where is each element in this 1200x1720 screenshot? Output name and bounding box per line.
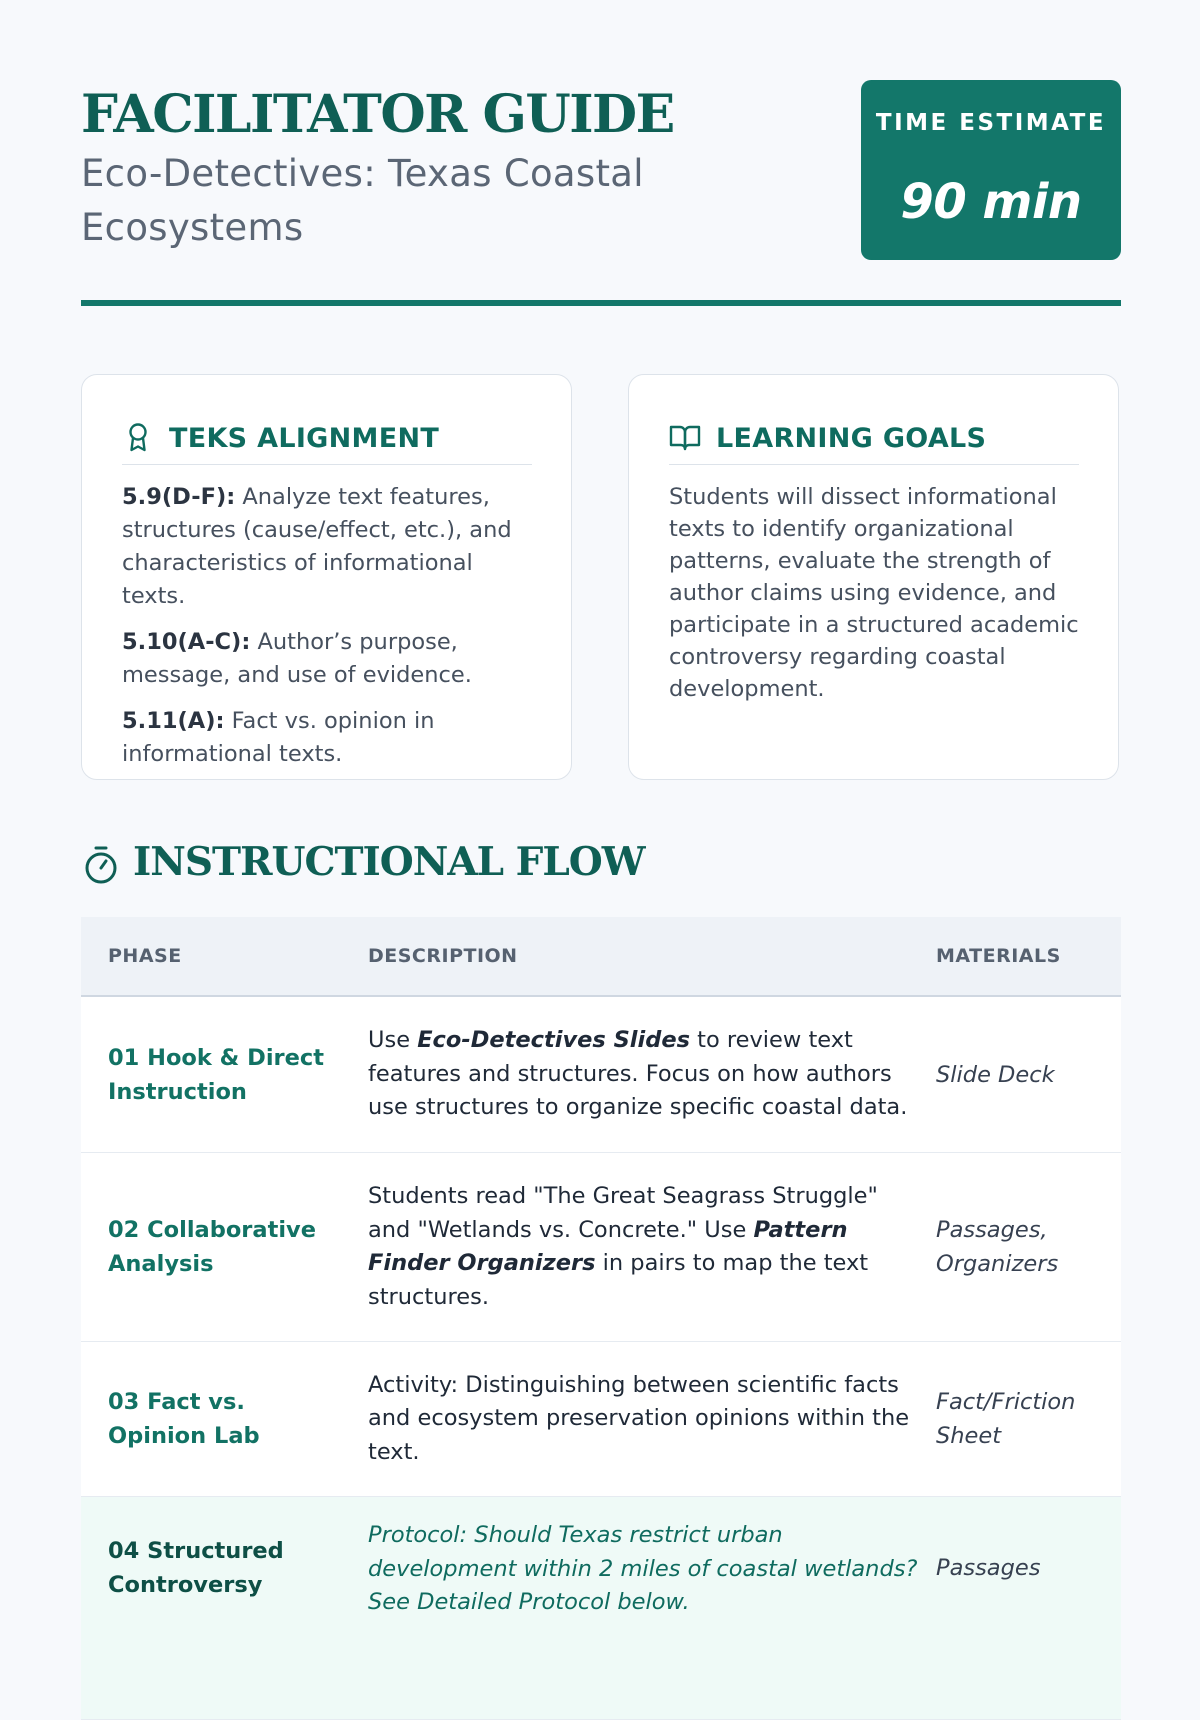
stopwatch-icon bbox=[83, 845, 119, 885]
teks-item bbox=[122, 705, 542, 771]
description-text: to review text features and structures. Focus on how authors use structures to organize specific coastal data. bbox=[368, 1027, 908, 1121]
teks-description: Author’s purpose, message, and use of evidence. bbox=[122, 629, 472, 688]
header-divider bbox=[81, 300, 1121, 306]
goals-card-header bbox=[669, 419, 1079, 465]
table-header-row bbox=[81, 917, 1121, 996]
teks-description: Fact vs. opinion in informational texts. bbox=[122, 708, 435, 767]
guide-header bbox=[81, 80, 1121, 306]
description-cell bbox=[341, 1153, 930, 1342]
column-header-materials: MATERIALS bbox=[930, 917, 1121, 996]
description-cell bbox=[341, 996, 930, 1153]
table-row bbox=[81, 1342, 1121, 1497]
table-row bbox=[81, 1153, 1121, 1342]
teks-code: 5.9(D-F): bbox=[122, 484, 236, 510]
materials-cell: Passages bbox=[930, 1497, 1121, 1720]
teks-item bbox=[122, 626, 542, 692]
description-emphasis: Eco-Detectives Slides bbox=[417, 1027, 690, 1054]
teks-description: Analyze text features, structures (cause/effect, etc.), and characteristics of informational texts. bbox=[122, 484, 512, 609]
description-emphasis: Pattern Finder Organizers bbox=[368, 1216, 848, 1276]
materials-cell: Fact/Friction Sheet bbox=[930, 1342, 1121, 1497]
materials-cell: Slide Deck bbox=[930, 996, 1121, 1153]
column-header-phase: PHASE bbox=[81, 917, 341, 996]
time-estimate-label: TIME ESTIMATE bbox=[875, 110, 1107, 136]
instructional-flow-table bbox=[81, 917, 1121, 1615]
description-text: Protocol: Should Texas restrict urban development within 2 miles of coastal wetlands? See Detailed Protocol below. bbox=[368, 1522, 918, 1615]
description-text: Students read "The Great Seagrass Struggle" and "Wetlands vs. Concrete." Use bbox=[368, 1183, 878, 1243]
description-cell bbox=[341, 1342, 930, 1497]
phase-cell: 02 Collaborative Analysis bbox=[81, 1153, 341, 1342]
flow-table bbox=[81, 917, 1121, 1720]
teks-card-header bbox=[122, 419, 532, 465]
learning-goals-text: Students will dissect informational texts to identify organizational patterns, evaluate the strength of author claims using evidence, and participate in a structured academic controversy regarding coastal development. bbox=[669, 484, 1079, 702]
book-open-icon bbox=[669, 421, 701, 453]
table-row bbox=[81, 996, 1121, 1153]
teks-list bbox=[122, 481, 542, 784]
time-estimate-value: 90 min bbox=[900, 174, 1082, 230]
table-row-highlighted bbox=[81, 1497, 1121, 1720]
award-icon bbox=[122, 421, 154, 453]
description-text: Use bbox=[368, 1027, 418, 1054]
phase-cell: 04 Structured Controversy bbox=[81, 1497, 341, 1720]
learning-goals-card bbox=[628, 374, 1119, 780]
description-text: in pairs to map the text structures. bbox=[368, 1250, 869, 1310]
teks-code: 5.11(A): bbox=[122, 708, 225, 734]
page-title: FACILITATOR GUIDE bbox=[81, 84, 674, 145]
description-text: Activity: Distinguishing between scientific facts and ecosystem preservation opinions within the text. bbox=[368, 1371, 910, 1465]
time-estimate-badge bbox=[861, 80, 1121, 260]
page-subtitle: Eco-Detectives: Texas Coastal Ecosystems bbox=[81, 152, 644, 249]
materials-cell: Passages, Organizers bbox=[930, 1153, 1121, 1342]
teks-item bbox=[122, 481, 542, 613]
goals-card-title: LEARNING GOALS bbox=[716, 423, 987, 454]
phase-cell: 03 Fact vs. Opinion Lab bbox=[81, 1342, 341, 1497]
column-header-description: DESCRIPTION bbox=[341, 917, 930, 996]
instructional-flow-title: INSTRUCTIONAL FLOW bbox=[133, 839, 645, 885]
phase-cell: 01 Hook & Direct Instruction bbox=[81, 996, 341, 1153]
teks-alignment-card bbox=[81, 374, 572, 780]
teks-code: 5.10(A-C): bbox=[122, 629, 251, 655]
teks-card-title: TEKS ALIGNMENT bbox=[169, 423, 440, 454]
description-cell bbox=[341, 1497, 930, 1720]
